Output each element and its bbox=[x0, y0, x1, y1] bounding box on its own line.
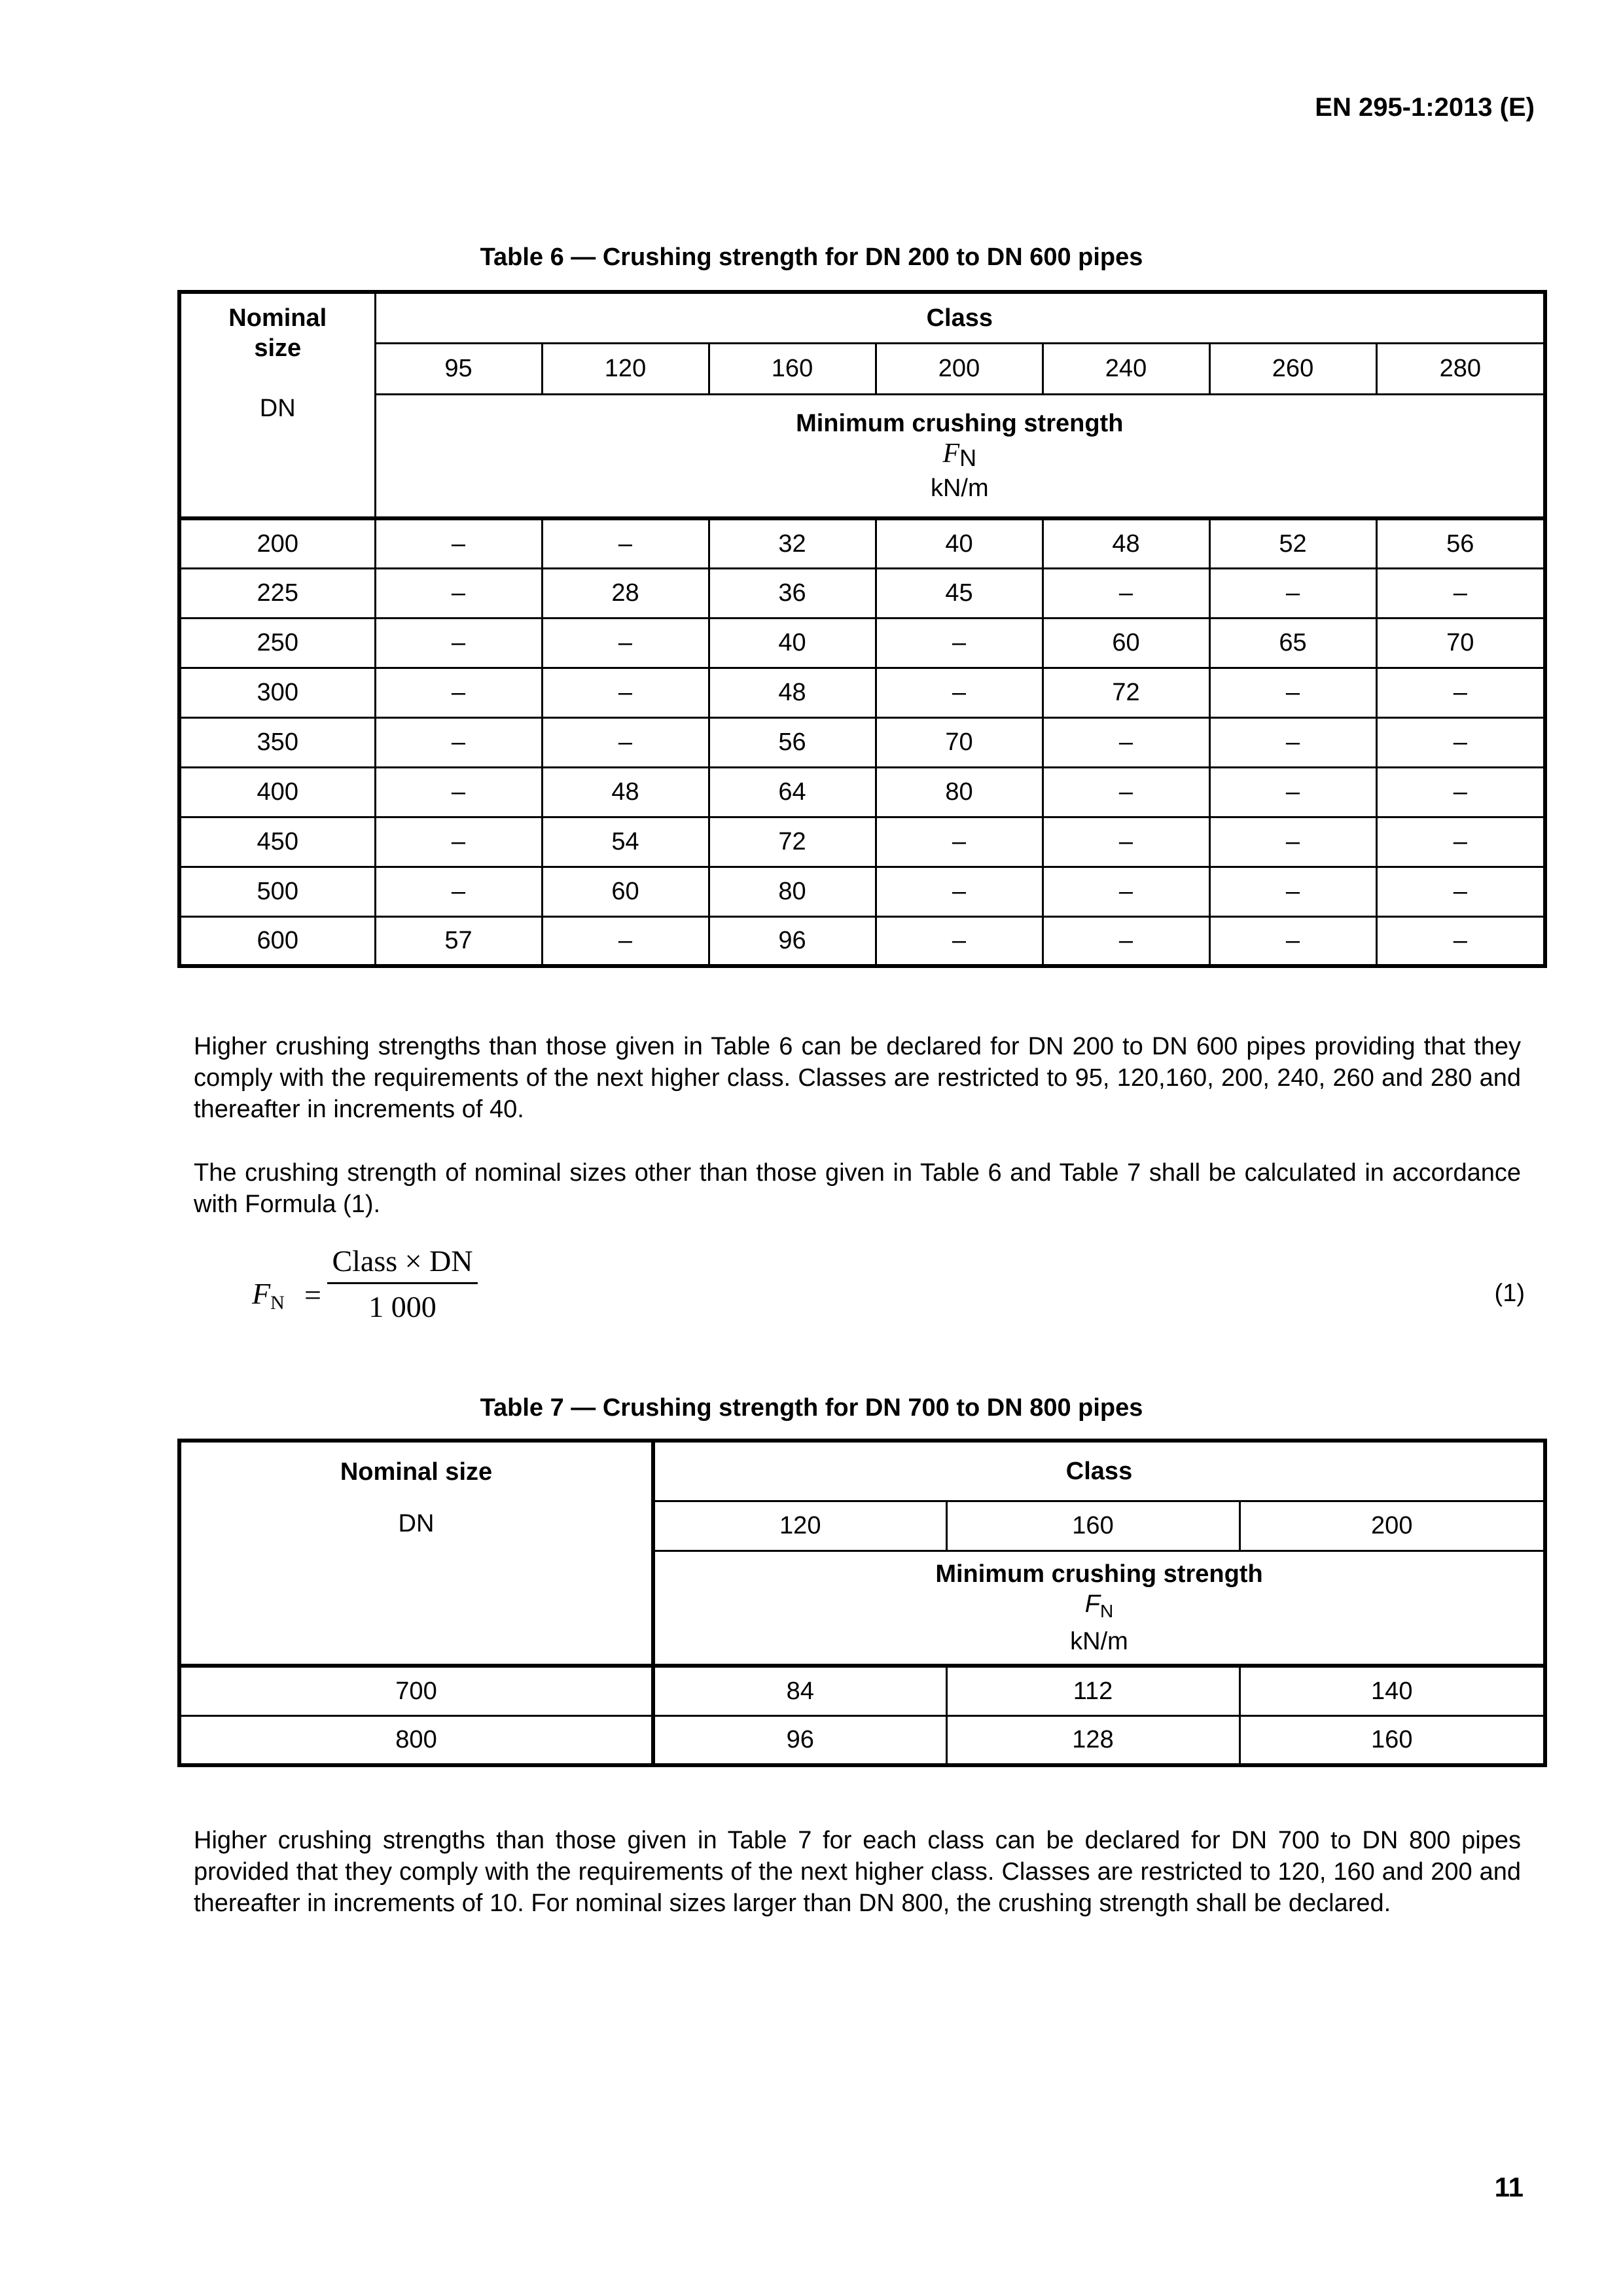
strength-cell: – bbox=[1209, 568, 1376, 618]
strength-cell: 45 bbox=[876, 568, 1043, 618]
paragraph-2: The crushing strength of nominal sizes other than those given in Table 6 and Table 7 shall be calculated in accordance with Formula (1). bbox=[194, 1159, 1521, 1218]
strength-cell: – bbox=[876, 668, 1043, 717]
t7-strength-cell: 84 bbox=[653, 1666, 946, 1715]
nominal-size-cell: 450 bbox=[179, 817, 375, 867]
min-strength-header bbox=[375, 394, 1545, 518]
strength-cell: – bbox=[876, 916, 1043, 966]
nominal-size-line1: Nominal bbox=[228, 304, 327, 332]
strength-cell: – bbox=[1209, 767, 1376, 817]
t7-dn-label: DN bbox=[179, 1501, 653, 1666]
t7-nominal-size-header: Nominal size bbox=[179, 1441, 653, 1501]
strength-cell: 52 bbox=[1209, 518, 1376, 568]
t7-strength-cell: 96 bbox=[653, 1715, 946, 1765]
strength-cell: 80 bbox=[876, 767, 1043, 817]
strength-cell: – bbox=[542, 618, 709, 668]
formula-sub: N bbox=[270, 1292, 285, 1314]
strength-cell: – bbox=[1376, 867, 1545, 916]
table-row bbox=[179, 916, 1545, 966]
table-row bbox=[179, 668, 1545, 717]
table-row bbox=[179, 1666, 1545, 1715]
t7-nominal-size-cell: 800 bbox=[179, 1715, 653, 1765]
strength-cell: – bbox=[375, 618, 542, 668]
strength-cell: – bbox=[1043, 916, 1209, 966]
t7-min-strength-header bbox=[653, 1551, 1545, 1666]
nominal-size-cell: 300 bbox=[179, 668, 375, 717]
t7-strength-cell: 140 bbox=[1240, 1666, 1545, 1715]
min-strength-label: Minimum crushing strength bbox=[796, 409, 1124, 437]
strength-cell: – bbox=[542, 518, 709, 568]
strength-cell: 72 bbox=[709, 817, 876, 867]
strength-cell: – bbox=[1209, 867, 1376, 916]
strength-cell: 96 bbox=[709, 916, 876, 966]
strength-cell: – bbox=[375, 668, 542, 717]
strength-cell: 70 bbox=[1376, 618, 1545, 668]
nominal-size-cell: 500 bbox=[179, 867, 375, 916]
table-row bbox=[179, 717, 1545, 767]
t7-min-strength-label: Minimum crushing strength bbox=[935, 1560, 1263, 1588]
strength-cell: – bbox=[1376, 817, 1545, 867]
table-row bbox=[179, 867, 1545, 916]
strength-cell: – bbox=[1209, 916, 1376, 966]
strength-cell: 60 bbox=[542, 867, 709, 916]
strength-cell: – bbox=[1043, 867, 1209, 916]
strength-cell: – bbox=[1043, 817, 1209, 867]
t7-strength-cell: 128 bbox=[946, 1715, 1240, 1765]
strength-cell: 54 bbox=[542, 817, 709, 867]
table-row bbox=[179, 767, 1545, 817]
strength-cell: – bbox=[375, 568, 542, 618]
paragraph-1: Higher crushing strengths than those given in Table 6 can be declared for DN 200 to DN 600 pipes providing that they comply with the requirements of the next higher class. Classes are restricted to 95, 120,160, 200, 240, 260 and 280 and thereafter in increments of 40. bbox=[194, 1033, 1521, 1123]
symbol-sub: N bbox=[959, 444, 977, 471]
nominal-size-cell: 600 bbox=[179, 916, 375, 966]
strength-cell: – bbox=[1376, 717, 1545, 767]
page-number: 11 bbox=[1494, 2172, 1524, 2202]
strength-cell: 56 bbox=[709, 717, 876, 767]
strength-cell: – bbox=[876, 817, 1043, 867]
formula-lhs bbox=[252, 1276, 285, 1314]
strength-cell: 36 bbox=[709, 568, 876, 618]
formula-f: F bbox=[252, 1277, 271, 1310]
t7-unit-label: kN/m bbox=[1070, 1627, 1128, 1655]
strength-cell: – bbox=[1209, 668, 1376, 717]
strength-cell: 28 bbox=[542, 568, 709, 618]
t7-symbol-f: F bbox=[1084, 1590, 1100, 1618]
strength-cell: – bbox=[1043, 717, 1209, 767]
t7-class-header-cell: 160 bbox=[946, 1501, 1240, 1551]
table-row bbox=[179, 618, 1545, 668]
t7-nominal-size-cell: 700 bbox=[179, 1666, 653, 1715]
strength-cell: 40 bbox=[876, 518, 1043, 568]
formula-number: (1) bbox=[1494, 1280, 1525, 1307]
nominal-size-header bbox=[179, 292, 375, 518]
symbol-f: F bbox=[942, 438, 960, 469]
strength-cell: – bbox=[375, 817, 542, 867]
strength-cell: – bbox=[542, 916, 709, 966]
nominal-size-cell: 225 bbox=[179, 568, 375, 618]
nominal-size-cell: 250 bbox=[179, 618, 375, 668]
class-header-cell: 120 bbox=[542, 343, 709, 394]
class-header-cell: 260 bbox=[1209, 343, 1376, 394]
nominal-size-cell: 350 bbox=[179, 717, 375, 767]
strength-cell: – bbox=[1376, 668, 1545, 717]
nominal-size-line2: size bbox=[254, 334, 302, 362]
document-id: EN 295-1:2013 (E) bbox=[1315, 93, 1535, 122]
class-header-cell: 160 bbox=[709, 343, 876, 394]
strength-cell: 72 bbox=[1043, 668, 1209, 717]
strength-cell: 32 bbox=[709, 518, 876, 568]
class-header-cell: 95 bbox=[375, 343, 542, 394]
strength-cell: 64 bbox=[709, 767, 876, 817]
t7-strength-cell: 112 bbox=[946, 1666, 1240, 1715]
table-7 bbox=[177, 1439, 1547, 1767]
table-row bbox=[179, 518, 1545, 568]
formula-denominator: 1 000 bbox=[368, 1290, 437, 1323]
strength-cell: – bbox=[1376, 568, 1545, 618]
table-row bbox=[179, 568, 1545, 618]
nominal-size-cell: 400 bbox=[179, 767, 375, 817]
formula-fraction bbox=[327, 1244, 478, 1324]
strength-cell: – bbox=[375, 867, 542, 916]
class-header-cell: 280 bbox=[1376, 343, 1545, 394]
table-6-caption: Table 6 — Crushing strength for DN 200 to DN 600 pipes bbox=[480, 243, 1143, 271]
t7-strength-cell: 160 bbox=[1240, 1715, 1545, 1765]
strength-cell: 65 bbox=[1209, 618, 1376, 668]
t7-class-header-cell: 120 bbox=[653, 1501, 946, 1551]
strength-cell: 48 bbox=[542, 767, 709, 817]
strength-cell: – bbox=[876, 618, 1043, 668]
strength-cell: – bbox=[375, 767, 542, 817]
strength-cell: – bbox=[375, 717, 542, 767]
strength-cell: – bbox=[1043, 568, 1209, 618]
t7-class-header-cell: 200 bbox=[1240, 1501, 1545, 1551]
strength-cell: – bbox=[1209, 717, 1376, 767]
class-header: Class bbox=[375, 292, 1545, 343]
dn-label: DN bbox=[259, 395, 296, 422]
strength-cell: – bbox=[542, 668, 709, 717]
table-6 bbox=[177, 290, 1547, 968]
table-row bbox=[179, 1715, 1545, 1765]
class-header-cell: 240 bbox=[1043, 343, 1209, 394]
strength-cell: 40 bbox=[709, 618, 876, 668]
strength-cell: – bbox=[1209, 817, 1376, 867]
strength-cell: 48 bbox=[709, 668, 876, 717]
strength-cell: 80 bbox=[709, 867, 876, 916]
strength-cell: – bbox=[542, 717, 709, 767]
strength-cell: – bbox=[375, 518, 542, 568]
strength-cell: 60 bbox=[1043, 618, 1209, 668]
class-header-cell: 200 bbox=[876, 343, 1043, 394]
formula-numerator: Class × DN bbox=[327, 1244, 478, 1284]
paragraph-3: Higher crushing strengths than those given in Table 7 for each class can be declared for DN 700 to DN 800 pipes provided that they comply with the requirements of the next higher class. Classes are restricted to 120, 160 and 200 and thereafter in increments of 10. For nominal sizes larger than DN 800, the crushing strength shall be declared. bbox=[194, 1827, 1521, 1917]
strength-cell: – bbox=[1043, 767, 1209, 817]
strength-cell: 70 bbox=[876, 717, 1043, 767]
strength-cell: 57 bbox=[375, 916, 542, 966]
formula-equals: = bbox=[304, 1278, 321, 1312]
strength-cell: – bbox=[876, 867, 1043, 916]
unit-label: kN/m bbox=[930, 474, 989, 502]
table-7-caption: Table 7 — Crushing strength for DN 700 to DN 800 pipes bbox=[480, 1394, 1143, 1422]
strength-cell: – bbox=[1376, 767, 1545, 817]
strength-cell: 48 bbox=[1043, 518, 1209, 568]
t7-symbol-sub: N bbox=[1100, 1600, 1114, 1621]
t7-class-header: Class bbox=[653, 1441, 1545, 1501]
strength-cell: – bbox=[1376, 916, 1545, 966]
strength-cell: 56 bbox=[1376, 518, 1545, 568]
table-row bbox=[179, 817, 1545, 867]
nominal-size-cell: 200 bbox=[179, 518, 375, 568]
